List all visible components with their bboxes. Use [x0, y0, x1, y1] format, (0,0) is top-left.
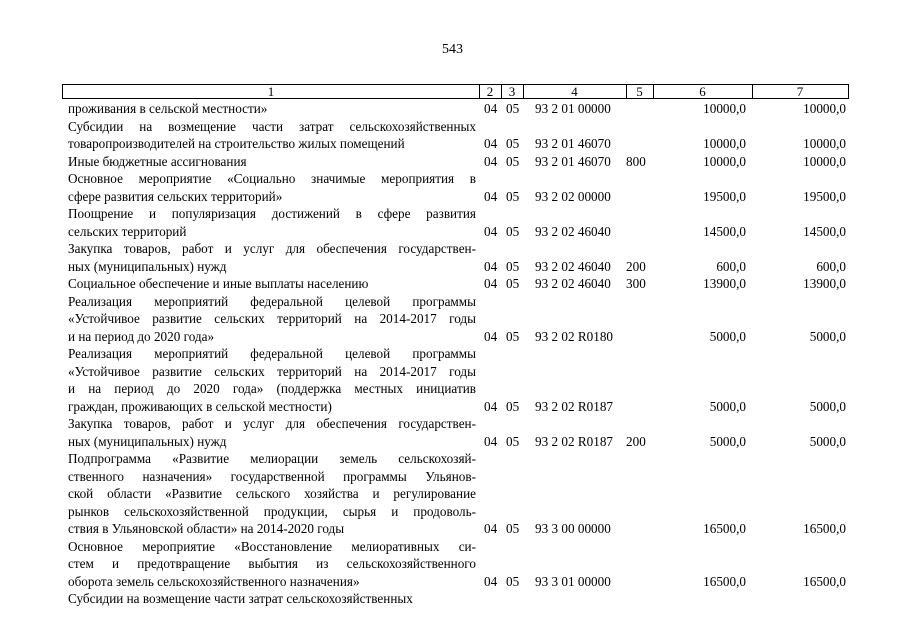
row-cell-c3: 05: [506, 521, 520, 536]
row-cell-c2: 04: [484, 398, 498, 414]
row-cell-c2: 04: [484, 328, 498, 344]
table-row: [0, 415, 905, 450]
row-description: [68, 538, 476, 591]
row-cell-c2: 04: [484, 521, 498, 536]
table-row: [0, 590, 905, 608]
row-description: [68, 170, 476, 205]
row-cell-c4: 93 3 01 00000: [535, 573, 611, 589]
row-cell-c3: 05: [506, 136, 520, 151]
row-cell-c3: 05: [506, 101, 520, 116]
description-line: и на период до 2020 года» (поддержка местных инициатив: [68, 381, 476, 396]
row-cell-c2: 04: [484, 276, 498, 291]
row-description: [68, 153, 476, 171]
row-cell-c7: 600,0: [816, 258, 846, 274]
description-line: Подпрограмма «Развитие мелиорации земель сельскохозяй-: [68, 451, 476, 466]
row-cell-c4: 93 2 02 R0187: [535, 398, 614, 414]
row-cell-c6: 5000,0: [709, 398, 746, 414]
description-line: Субсидии на возмещение части затрат сельскохозяйственных: [68, 118, 476, 134]
description-line: стем и предотвращение выбытия из сельскохозяйственного: [68, 556, 476, 571]
row-cell-c2: 04: [484, 136, 498, 151]
row-cell-c2: 04: [484, 223, 498, 239]
table-row: [0, 538, 905, 591]
description-line: Поощрение и популяризация достижений в сфере развития: [68, 206, 476, 221]
row-cell-c2: 04: [484, 101, 498, 116]
description-line: «Устойчивое развитие сельских территорий на 2014-2017 годы: [68, 311, 476, 326]
description-line: ской области «Развитие сельского хозяйства и регулирование: [68, 486, 476, 501]
table-header: [62, 84, 849, 99]
row-cell-c2: 04: [484, 188, 498, 204]
description-line: Основное мероприятие «Восстановление мелиоративных си-: [68, 538, 476, 554]
description-line: граждан, проживающих в сельской местности): [68, 398, 332, 414]
description-line: проживания в сельской местности»: [68, 101, 268, 116]
description-line: Основное мероприятие «Социально значимые мероприятия в: [68, 171, 476, 186]
table-row: [0, 275, 905, 293]
row-description: [68, 450, 476, 538]
table-row: [0, 345, 905, 415]
description-line: ственного назначения» государственной программы Ульянов-: [68, 468, 476, 484]
row-description: [68, 590, 476, 608]
row-cell-c6: 10000,0: [703, 101, 746, 116]
row-cell-c7: 10000,0: [803, 136, 846, 151]
row-cell-c4: 93 2 02 46040: [535, 258, 611, 274]
header-col-6: 6: [653, 85, 753, 98]
description-line: Закупка товаров, работ и услуг для обеспечения государствен-: [68, 416, 476, 431]
table-row: [0, 170, 905, 205]
row-description: [68, 415, 476, 450]
row-cell-c4: 93 3 00 00000: [535, 521, 611, 536]
row-cell-c6: 16500,0: [703, 521, 746, 536]
row-description: [68, 293, 476, 346]
row-cell-c3: 05: [506, 276, 520, 291]
row-description: [68, 345, 476, 415]
description-line: оборота земель сельскохозяйственного назначения»: [68, 573, 360, 589]
row-cell-c4: 93 2 01 46070: [535, 136, 611, 151]
description-line: товаропроизводителей на строительство жилых помещений: [68, 136, 405, 151]
row-cell-c3: 05: [506, 433, 520, 449]
row-cell-c4: 93 2 01 46070: [535, 153, 611, 169]
row-cell-c6: 5000,0: [709, 328, 746, 344]
header-col-1: 1: [63, 85, 480, 98]
row-cell-c7: 5000,0: [809, 433, 846, 449]
row-cell-c3: 05: [506, 153, 520, 169]
row-cell-c6: 19500,0: [703, 188, 746, 204]
table-row: [0, 205, 905, 240]
row-cell-c6: 10000,0: [703, 153, 746, 169]
row-cell-c5: 200: [626, 433, 646, 449]
row-cell-c6: 10000,0: [703, 136, 746, 151]
budget-table-body: [0, 100, 905, 608]
description-line: Закупка товаров, работ и услуг для обеспечения государствен-: [68, 241, 476, 256]
row-description: [68, 118, 476, 153]
row-cell-c3: 05: [506, 573, 520, 589]
row-cell-c4: 93 2 02 46040: [535, 223, 611, 239]
row-cell-c2: 04: [484, 153, 498, 169]
description-line: Реализация мероприятий федеральной целевой программы: [68, 293, 476, 309]
row-cell-c6: 5000,0: [709, 433, 746, 449]
row-cell-c3: 05: [506, 258, 520, 274]
row-cell-c4: 93 2 02 R0180: [535, 328, 614, 344]
row-cell-c2: 04: [484, 573, 498, 589]
row-cell-c5: 200: [626, 258, 646, 274]
row-cell-c6: 16500,0: [703, 573, 746, 589]
description-line: Социальное обеспечение и иные выплаты населению: [68, 276, 369, 291]
table-row: [0, 240, 905, 275]
description-line: сельских территорий: [68, 223, 187, 239]
table-row: [0, 100, 905, 118]
table-row: [0, 450, 905, 538]
header-col-7: 7: [796, 84, 804, 99]
row-cell-c7: 5000,0: [809, 328, 846, 344]
header-col-2: 2: [479, 85, 502, 98]
description-line: ствия в Ульяновской области» на 2014-2020 годы: [68, 521, 345, 536]
row-cell-c4: 93 2 02 R0187: [535, 433, 614, 449]
description-line: рынков сельскохозяйственной продукции, сырья и продоволь-: [68, 503, 476, 519]
row-description: [68, 205, 476, 240]
row-cell-c4: 93 2 01 00000: [535, 101, 611, 116]
description-line: ных (муниципальных) нужд: [68, 433, 227, 449]
row-cell-c3: 05: [506, 398, 520, 414]
row-description: [68, 240, 476, 275]
row-cell-c4: 93 2 02 46040: [535, 276, 611, 291]
row-description: [68, 100, 476, 118]
row-cell-c2: 04: [484, 433, 498, 449]
row-cell-c7: 10000,0: [803, 101, 846, 116]
row-cell-c3: 05: [506, 328, 520, 344]
row-cell-c6: 14500,0: [703, 223, 746, 239]
description-line: сфере развития сельских территорий»: [68, 188, 283, 204]
row-cell-c6: 600,0: [716, 258, 746, 274]
row-cell-c3: 05: [506, 188, 520, 204]
row-cell-c7: 10000,0: [803, 153, 846, 169]
row-cell-c7: 13900,0: [803, 276, 846, 291]
table-row: [0, 118, 905, 153]
description-line: Субсидии на возмещение части затрат сельскохозяйственных: [68, 591, 413, 606]
row-description: [68, 275, 476, 293]
row-cell-c7: 16500,0: [803, 573, 846, 589]
row-cell-c2: 04: [484, 258, 498, 274]
description-line: ных (муниципальных) нужд: [68, 258, 227, 274]
table-row: [0, 153, 905, 171]
row-cell-c7: 5000,0: [809, 398, 846, 414]
page-number: 543: [442, 42, 463, 57]
description-line: Иные бюджетные ассигнования: [68, 153, 247, 169]
row-cell-c4: 93 2 02 00000: [535, 188, 611, 204]
row-cell-c5: 300: [626, 276, 646, 291]
header-col-3: 3: [501, 85, 524, 98]
header-col-4: 4: [523, 85, 627, 98]
table-row: [0, 293, 905, 346]
row-cell-c5: 800: [626, 153, 646, 169]
row-cell-c7: 14500,0: [803, 223, 846, 239]
row-cell-c7: 16500,0: [803, 521, 846, 536]
row-cell-c7: 19500,0: [803, 188, 846, 204]
row-cell-c3: 05: [506, 223, 520, 239]
description-line: и на период до 2020 года»: [68, 328, 215, 344]
description-line: «Устойчивое развитие сельских территорий на 2014-2017 годы: [68, 363, 476, 379]
header-col-5: 5: [626, 85, 654, 98]
row-cell-c6: 13900,0: [703, 276, 746, 291]
description-line: Реализация мероприятий федеральной целевой программы: [68, 346, 476, 361]
